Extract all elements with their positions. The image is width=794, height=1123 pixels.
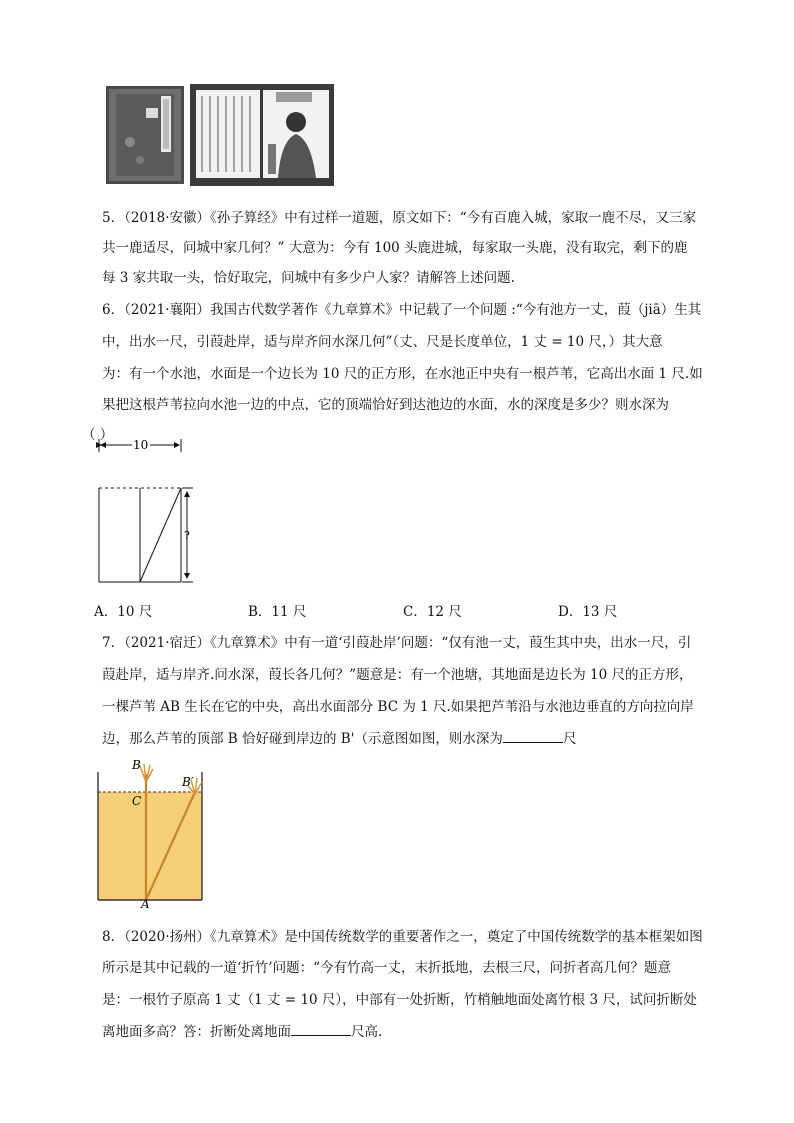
q7-line-4-unit: 尺	[562, 731, 577, 747]
q6-option-b[interactable]: B．11 尺	[248, 604, 307, 620]
q7-line-3: 一棵芦苇 AB 生长在它的中央，高出水面部分 BC 为 1 尺.如果把芦苇沿与水池边垂直的方向拉向岸	[102, 699, 694, 715]
q7-label-b: B	[132, 758, 141, 772]
q6-line-4: 果把这根芦苇拉向水池一边的中点，它的顶端恰好到达池边的水面，水的深度是多少？则水深为	[102, 397, 669, 413]
q7-pond-diagram	[94, 758, 214, 908]
q6-answer-parens: （ ）	[82, 427, 114, 443]
q6-width-label: 10	[133, 438, 149, 452]
q8-line-2: 所示是其中记载的一道‘折竹’问题：“今有竹高一丈，末折抵地，去根三尺，问折者高几何？题意	[102, 960, 671, 976]
q8-answer-blank[interactable]	[291, 1021, 351, 1036]
q5-line-1: 5．（2018·安徽）《孙子算经》中有过样一道题，原文如下：“今有百鹿入城，家取一鹿不尽，又三家	[102, 210, 697, 226]
q7-label-bprime: B′	[182, 775, 194, 789]
q6-line-3: 为：有一个水池，水面是一个边长为 10 尺的正方形，在水池正中央有一根芦苇，它高出水面 1 尺.如	[102, 366, 703, 382]
q7-line-4	[102, 728, 702, 749]
q7-line-2: 葭赴岸，适与岸齐.问水深，葭长各几何？”题意是：有一个池塘，其地面是边长为 10 尺的正方形，	[102, 667, 693, 683]
q7-line-4-text: 边，那么芦苇的顶部 B 恰好碰到岸边的 B'（示意图如图，则水深为	[102, 731, 503, 747]
q5-line-3: 每 3 家共取一头，恰好取完，问城中有多少户人家？请解答上述问题.	[102, 270, 515, 286]
book-image-icon	[106, 82, 334, 188]
q7-label-a: A	[141, 897, 150, 908]
q6-option-c[interactable]: C．12 尺	[403, 604, 462, 620]
q8-line-4-text: 离地面多高？答：折断处离地面	[102, 1024, 291, 1040]
q6-option-d[interactable]: D．13 尺	[558, 604, 618, 620]
q6-line-2: 中，出水一尺，引葭赴岸，适与岸齐问水深几何”（丈、尺是长度单位，1 丈 = 10 尺，）其大意	[102, 334, 663, 350]
q7-line-1: 7．（2021·宿迁）《九章算术》中有一道‘引葭赴岸’问题：“仅有池一丈，葭生其中央，出水一尺，引	[102, 635, 692, 651]
q8-line-4	[102, 1021, 702, 1042]
q7-label-c: C	[132, 794, 142, 808]
q7-answer-blank[interactable]	[503, 728, 563, 743]
q6-pond-diagram	[94, 436, 204, 586]
q8-line-1: 8．（2020·扬州）《九章算术》是中国传统数学的重要著作之一，奠定了中国传统数学的基本框架如图	[102, 929, 703, 945]
ancient-book-photo	[106, 82, 334, 188]
q6-line-1: 6．（2021·襄阳）我国古代数学著作《九章算术》中记载了一个问题 :“今有池方一丈，葭（jiā）生其	[102, 302, 702, 318]
q8-line-3: 是：一根竹子原高 1 丈（1 丈 = 10 尺），中部有一处折断，竹梢触地面处离竹根 3 尺，试问折断处	[102, 992, 697, 1008]
q6-depth-label: ?	[184, 529, 190, 542]
q8-line-4-unit: 尺高.	[351, 1024, 383, 1040]
q5-line-2: 共一鹿适尽，问城中家几何？” 大意为：今有 100 头鹿进城，每家取一头鹿，没有取完，剩下的鹿	[102, 240, 688, 256]
q6-option-a[interactable]: A．10 尺	[94, 604, 153, 620]
